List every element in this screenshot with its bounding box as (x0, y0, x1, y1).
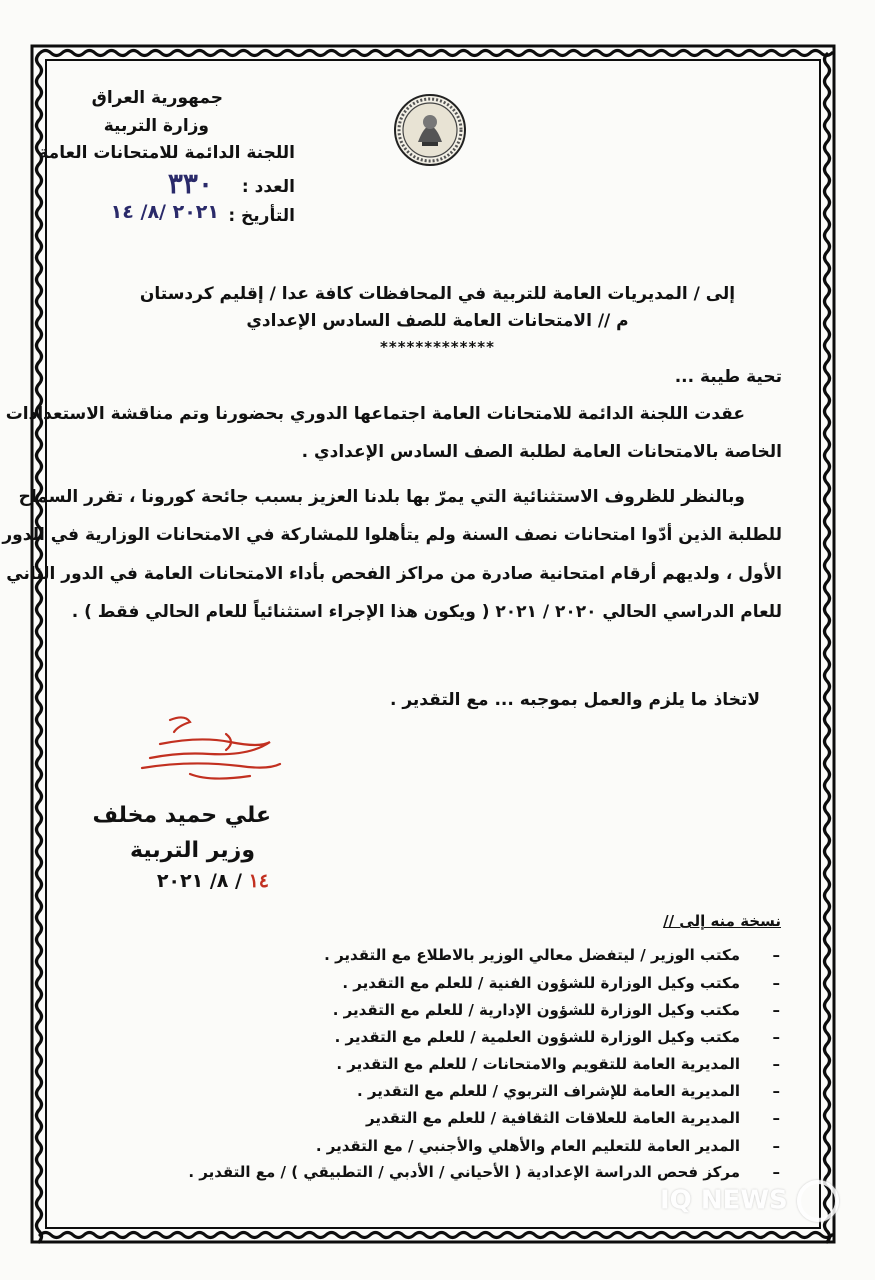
signature-date-rest: / ٨/ ٢٠٢١ (156, 870, 242, 892)
body-line-4: للطلبة الذين أدّوا امتحانات نصف السنة ولم يتأهلوا للمشاركة في الامتحانات الوزارية في الدور (2, 525, 782, 545)
list-dash: – (772, 1055, 780, 1073)
copy-recipient-item (333, 1001, 780, 1019)
watermark-text: IQ NEWS (660, 1185, 788, 1216)
copy-recipient-item (188, 1163, 780, 1181)
list-dash: – (772, 974, 780, 992)
copy-recipient-item (335, 1028, 780, 1046)
copy-recipient-item (357, 1082, 780, 1100)
copy-recipient-text: المديرية العامة للعلاقات الثقافية / للعلم مع التقدير (366, 1109, 740, 1127)
signatory-title: وزير التربية (130, 838, 255, 863)
copy-recipient-text: مكتب وكيل الوزارة للشؤون العلمية / للعلم مع التقدير . (334, 1028, 740, 1046)
signature-date (157, 870, 269, 892)
list-dash: – (772, 1028, 780, 1046)
copies-heading: نسخة منه إلى // (663, 912, 781, 930)
ministry-seal (392, 92, 468, 168)
copy-recipient-item (342, 974, 780, 992)
body-line-3: وبالنظر للظروف الاستثنائية التي يمرّ بها بلدنا العزيز بسبب جائحة كورونا ، تقرر السماح (18, 487, 745, 507)
date-label: التأريخ : (228, 206, 295, 226)
copy-recipient-text: مكتب وكيل الوزارة للشؤون الإدارية / للعلم مع التقدير . (332, 1001, 740, 1019)
copy-recipient-item (366, 1109, 780, 1127)
body-line-6: للعام الدراسي الحالي ٢٠٢٠ / ٢٠٢١ ( ويكون هذا الإجراء استثنائياً للعام الحالي فقط ) . (71, 602, 782, 622)
list-dash: – (772, 1137, 780, 1155)
copy-recipient-text: المديرية العامة للإشراف التربوي / للعلم مع التقدير . (356, 1082, 740, 1100)
list-dash: – (772, 946, 780, 964)
signatory-name: علي حميد مخلف (92, 803, 271, 828)
watermark (660, 1180, 839, 1222)
ministry-name: وزارة التربية (103, 116, 209, 136)
number-label: العدد : (241, 177, 295, 197)
closing-line: لاتخاذ ما يلزم والعمل بموجبه ... مع التقدير . (389, 690, 760, 710)
copy-recipient-item (336, 1055, 780, 1073)
watermark-icon (797, 1180, 839, 1222)
copy-recipient-text: المدير العامة للتعليم العام والأهلي والأجنبي / مع التقدير . (315, 1137, 740, 1155)
copy-recipient-text: مكتب الوزير / ليتفضل معالي الوزير بالاطلاع مع التقدير . (324, 946, 740, 964)
number-value: ٣٣٠ (167, 167, 213, 200)
body-line-2: الخاصة بالامتحانات العامة لطلبة الصف السادس الإعدادي . (301, 442, 782, 462)
copy-recipient-text: مكتب وكيل الوزارة للشؤون الفنية / للعلم مع التقدير . (342, 974, 740, 992)
handwritten-signature (130, 712, 290, 802)
committee-name: اللجنة الدائمة للامتحانات العامة (38, 143, 295, 163)
subject-line: م // الامتحانات العامة للصف السادس الإعدادي (246, 311, 629, 331)
body-line-1: عقدت اللجنة الدائمة للامتحانات العامة اجتماعها الدوري بحضورنا وتم مناقشة الاستعدادات (5, 404, 745, 424)
recipient-line: إلى / المديريات العامة للتربية في المحافظات كافة عدا / إقليم كردستان (139, 284, 736, 304)
list-dash: – (772, 1163, 780, 1181)
greeting: تحية طيبة ... (674, 367, 782, 387)
list-dash: – (772, 1082, 780, 1100)
separator-stars: ************* (380, 338, 495, 356)
signature-date-day: ١٤ (248, 870, 269, 892)
list-dash: – (772, 1001, 780, 1019)
copy-recipient-item (316, 1137, 780, 1155)
copy-recipient-text: المديرية العامة للتقويم والامتحانات / للعلم مع التقدير . (336, 1055, 740, 1073)
copy-recipient-item (324, 946, 780, 964)
list-dash: – (772, 1109, 780, 1127)
date-value: ٢٠٢١ /٨/ ١٤ (110, 201, 219, 223)
country-name: جمهورية العراق (91, 88, 223, 108)
body-line-5: الأول ، ولديهم أرقام امتحانية صادرة من مراكز الفحص بأداء الامتحانات العامة في الدور الثاني (6, 564, 782, 584)
copy-recipient-text: مركز فحص الدراسة الإعدادية ( الأحياني / الأدبي / التطبيقي ) / مع التقدير . (188, 1163, 740, 1181)
